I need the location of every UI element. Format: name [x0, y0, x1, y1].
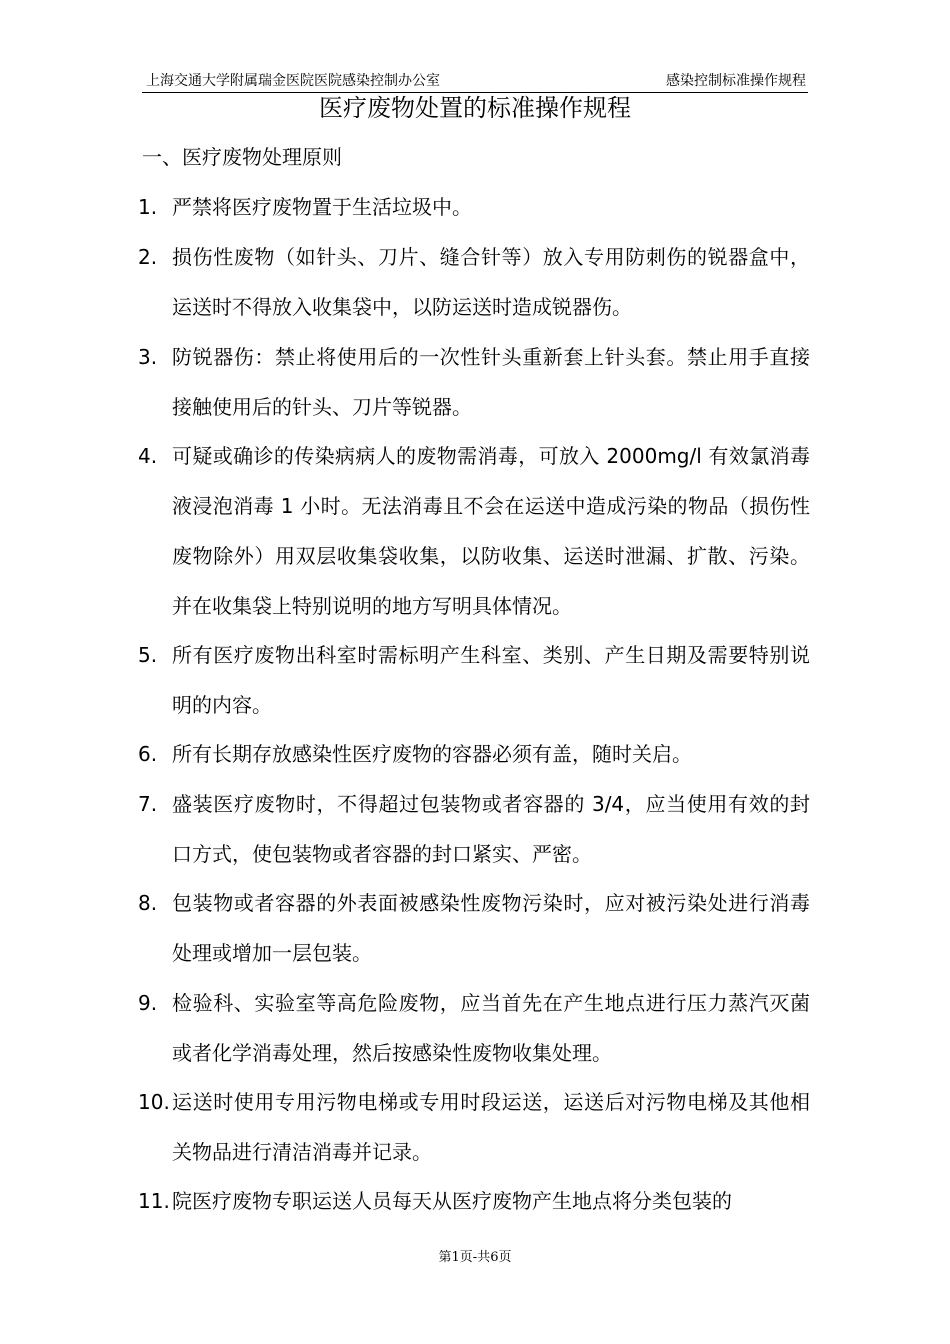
- item-number: 2.: [138, 245, 158, 269]
- item-number: 4.: [138, 444, 158, 468]
- list-item: [138, 431, 810, 631]
- item-text: 所有医疗废物出科室时需标明产生科室、类别、产生日期及需要特别说明的内容。: [172, 643, 810, 717]
- item-number: 8.: [138, 891, 158, 915]
- item-number: 6.: [138, 742, 158, 766]
- item-number: 11.: [138, 1189, 170, 1213]
- item-text: 包装物或者容器的外表面被感染性废物污染时，应对被污染处进行消毒处理或增加一层包装。: [172, 891, 810, 965]
- item-text: 运送时使用专用污物电梯或专用时段运送，运送后对污物电梯及其他相关物品进行清洁消毒并记录。: [172, 1090, 810, 1164]
- list-item: [138, 332, 810, 432]
- item-text: 损伤性废物（如针头、刀片、缝合针等）放入专用防刺伤的锐器盒中，运送时不得放入收集袋中，以防运送时造成锐器伤。: [172, 245, 810, 319]
- item-number: 1.: [138, 195, 158, 219]
- list-item: [138, 232, 810, 332]
- header-organization: 上海交通大学附属瑞金医院医院感染控制办公室: [146, 73, 440, 89]
- header-document-type: 感染控制标准操作规程: [666, 73, 806, 89]
- item-text: 院医疗废物专职运送人员每天从医疗废物产生地点将分类包装的: [172, 1189, 732, 1213]
- item-text: 盛装医疗废物时，不得超过包装物或者容器的 3/4，应当使用有效的封口方式，使包装物或者容器的封口紧实、严密。: [172, 792, 810, 866]
- list-item: [138, 878, 810, 978]
- item-number: 10.: [138, 1090, 170, 1114]
- item-text: 所有长期存放感染性医疗废物的容器必须有盖，随时关启。: [172, 742, 692, 766]
- item-number: 7.: [138, 792, 158, 816]
- list-item: [138, 978, 810, 1078]
- item-text: 严禁将医疗废物置于生活垃圾中。: [172, 195, 472, 219]
- list-item: [138, 1176, 810, 1226]
- item-text: 可疑或确诊的传染病病人的废物需消毒，可放入 2000mg/l 有效氯消毒液浸泡消毒 1 小时。无法消毒且不会在运送中造成污染的物品（损伤性废物除外）用双层收集袋收集，以防收集、运送时泄漏、扩散、污染。并在收集袋上特别说明的地方写明具体情况。: [172, 444, 810, 618]
- item-number: 3.: [138, 345, 158, 369]
- item-number: 5.: [138, 643, 158, 667]
- list-item: [138, 630, 810, 730]
- item-number: 9.: [138, 991, 158, 1015]
- list-item: [138, 729, 810, 779]
- list-item: [138, 182, 810, 232]
- item-text: 检验科、实验室等高危险废物，应当首先在产生地点进行压力蒸汽灭菌或者化学消毒处理，然后按感染性废物收集处理。: [172, 991, 810, 1065]
- page-footer: 第1页-共6页: [438, 1250, 512, 1265]
- list-item: [138, 779, 810, 879]
- section-heading: 一、医疗废物处理原则: [142, 145, 342, 169]
- list-item: [138, 1077, 810, 1177]
- document-title: 医疗废物处置的标准操作规程: [319, 94, 631, 122]
- item-text: 防锐器伤：禁止将使用后的一次性针头重新套上针头套。禁止用手直接接触使用后的针头、刀片等锐器。: [172, 345, 810, 419]
